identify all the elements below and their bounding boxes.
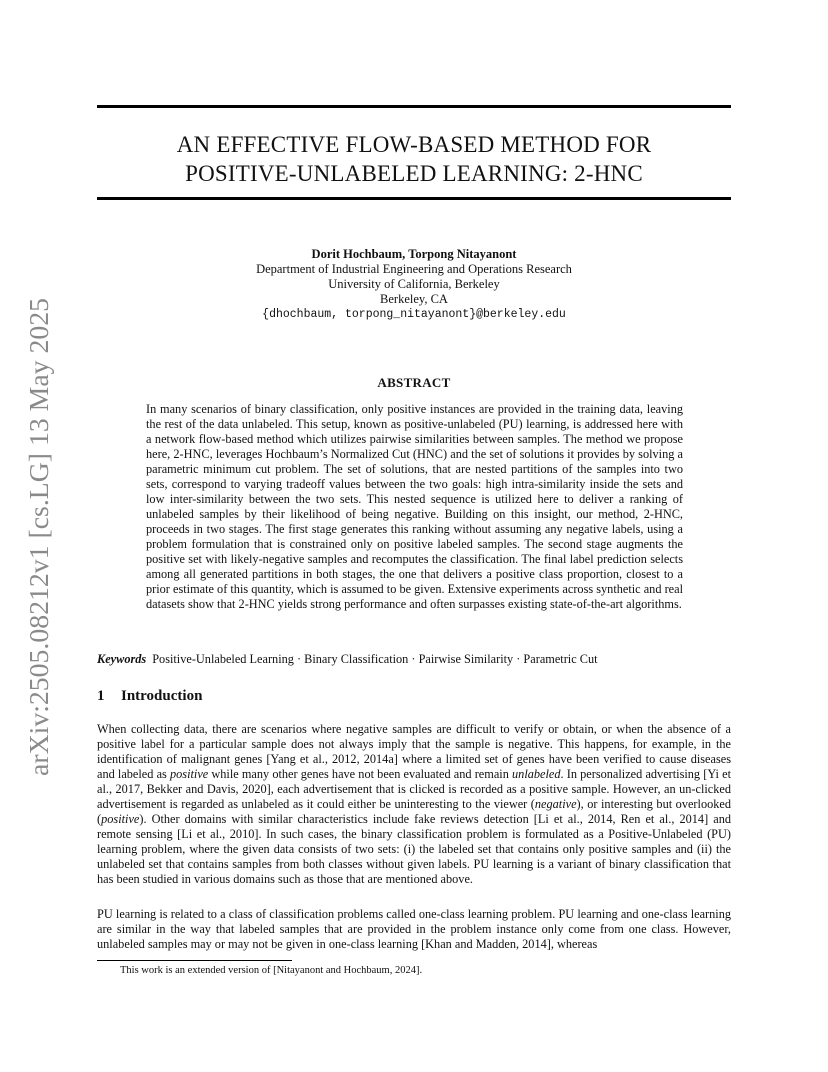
footnote-rule [97, 960, 292, 961]
introduction-paragraph-2: PU learning is related to a class of classification problems called one-class learning problem. PU learning and one-class learning are similar in the way that labeled samples that are provided in the problem instance only come from one class. However, unlabeled samples may or may not be given in one-class learning [Khan and Madden, 2014], whereas [97, 907, 731, 951]
title-bottom-rule [97, 197, 731, 200]
author-names: Dorit Hochbaum, Torpong Nitayanont [311, 247, 517, 261]
abstract-heading: ABSTRACT [377, 375, 451, 390]
footnote: This work is an extended version of [Nitayanont and Hochbaum, 2024]. [120, 965, 423, 976]
para1-italic-positive-2: positive [101, 812, 140, 826]
abstract-text: In many scenarios of binary classification, only positive instances are provided in the training data, leaving the rest of the data unlabeled. This setup, known as positive-unlabeled (PU) learning, is addressed here with a network flow-based method which utilizes pairwise similarities between samples. The method we propose here, 2-HNC, leverages Hochbaum’s Normalized Cut (HNC) and the set of solutions it provides by solving a parametric minimum cut problem. The set of solutions, that are nested partitions of the samples into two sets, correspond to varying tradeoff values between the two goals: high intra-similarity inside the sets and low inter-similarity between the two sets. This nested sequence is utilized here to deliver a ranking of unlabeled samples by their likelihood of being negative. Building on this insight, our method, 2-HNC, proceeds in two stages. The first stage generates this ranking without assuming any negative labels, using a problem formulation that is constrained only on positive labeled samples. The second stage augments the positive set with likely-negative samples and recomputes the classification. The final label prediction selects among all generated partitions in both stages, the one that delivers a positive class proportion, closest to a prior estimate of this quantity, which is assumed to be given. Extensive experiments across synthetic and real datasets show that 2-HNC yields strong performance and often surpasses existing state-of-the-art algorithms. [146, 402, 683, 611]
arxiv-stamp-text: arXiv:2505.08212v1 [cs.LG] 13 May 2025 [24, 311, 54, 776]
author-email[interactable]: {dhochbaum, torpong_nitayanont}@berkeley.edu [262, 308, 566, 321]
para1-text-4: ), or interesting but overlooked ( [97, 797, 731, 826]
author-department: Department of Industrial Engineering and Operations Research [256, 262, 572, 276]
title-line-1: AN EFFECTIVE FLOW-BASED METHOD FOR [176, 132, 652, 157]
title-line-2: POSITIVE-UNLABELED LEARNING: 2-HNC [185, 161, 643, 186]
section-heading-introduction [97, 688, 202, 705]
para1-italic-negative: negative [534, 797, 577, 811]
author-university: University of California, Berkeley [328, 277, 500, 291]
introduction-paragraph-1 [97, 722, 731, 887]
para1-italic-positive: positive [169, 767, 209, 781]
section-title: Introduction [121, 688, 203, 704]
keywords-text: Positive-Unlabeled Learning · Binary Classification · Pairwise Similarity · Parametric Cut [152, 652, 598, 666]
para1-italic-unlabeled: unlabeled [512, 767, 561, 781]
keywords-line [97, 652, 731, 667]
para1-text-2: while many other genes have not been evaluated and remain [208, 767, 513, 781]
para1-text-3: . In personalized advertising [Yi et al., 2017, Bekker and Davis, 2020], each advertisement that is clicked is recorded as a positive sample. However, an un-clicked advertisement is regarded as unlabeled as it could either be uninteresting to the viewer ( [97, 767, 731, 811]
author-city: Berkeley, CA [380, 292, 448, 306]
para1-text-5: ). Other domains with similar characteristics include fake reviews detection [Li et al., 2014, Ren et al., 2014] and remote sensing [Li et al., 2010]. In such cases, the binary classification problem is formulated as a Positive-Unlabeled (PU) learning problem, where the given data consists of two sets: (i) the labeled set that contains only positive samples and (ii) the unlabeled set that contains samples from both classes without given labels. PU learning is a variant of binary classification that has been studied in various domains such as those that are mentioned above. [97, 812, 731, 886]
paper-title [97, 130, 731, 188]
para1-text-1: When collecting data, there are scenarios where negative samples are difficult to verify or obtain, or when the absence of a positive label for a particular sample does not always imply that the sample is negative. This happens, for example, in the identification of malignant genes [Yang et al., 2012, 2014a] where a limited set of genes have been verified to cause diseases and labeled as [97, 722, 731, 781]
title-top-rule [97, 105, 731, 108]
arxiv-identifier-stamp [18, 298, 58, 776]
author-block [97, 247, 731, 322]
section-number: 1 [97, 688, 105, 704]
keywords-label: Keywords [97, 652, 147, 666]
